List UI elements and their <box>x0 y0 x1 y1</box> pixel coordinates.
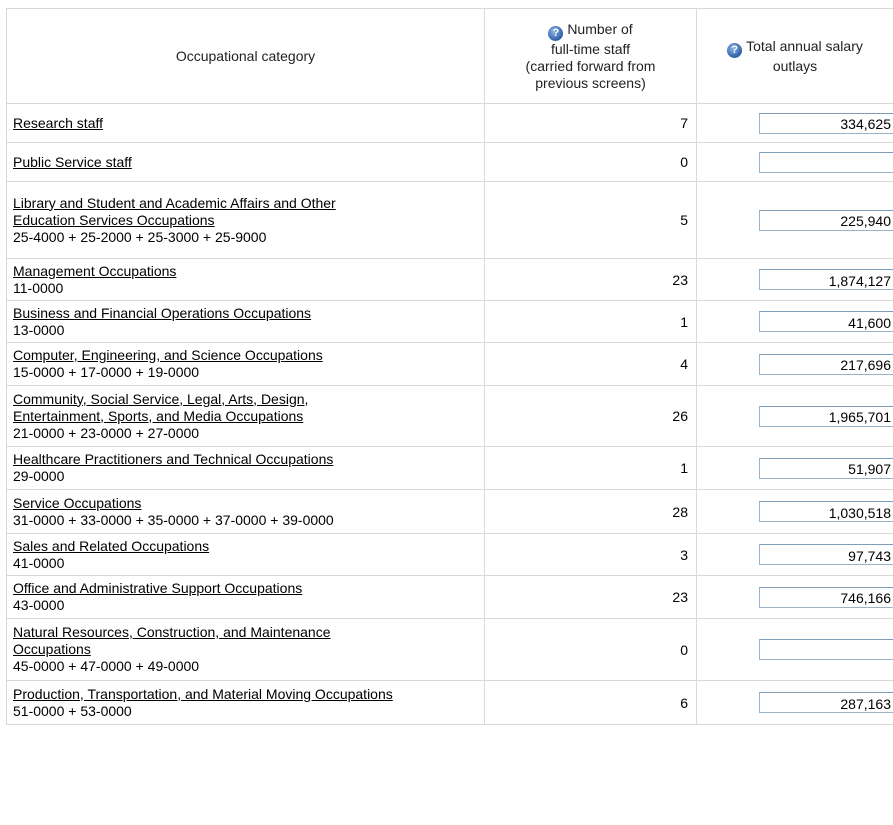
salary-input[interactable] <box>759 501 893 522</box>
staff-count: 1 <box>485 301 697 343</box>
occupation-code: 21-0000 + 23-0000 + 27-0000 <box>13 424 200 441</box>
occupation-cell <box>7 490 485 534</box>
occupation-code: 31-0000 + 33-0000 + 35-0000 + 37-0000 + 39-0000 <box>13 511 334 528</box>
staff-count: 23 <box>485 259 697 301</box>
occupation-code: 15-0000 + 17-0000 + 19-0000 <box>13 364 200 380</box>
table-row <box>7 576 893 619</box>
table-row <box>7 259 893 301</box>
occupation-cell <box>7 447 485 490</box>
salary-input[interactable] <box>759 152 893 173</box>
salary-cell <box>697 259 893 301</box>
occupation-cell <box>7 576 485 619</box>
salary-cell <box>697 143 893 182</box>
table-header-row <box>7 9 893 104</box>
occupation-cell <box>7 681 485 725</box>
occupation-code: 51-0000 + 53-0000 <box>13 702 132 719</box>
occupation-link[interactable]: Entertainment, Sports, and Media Occupations <box>13 407 304 424</box>
salary-input[interactable] <box>759 544 893 565</box>
occupation-cell <box>7 182 485 259</box>
table-row <box>7 301 893 343</box>
occupation-link[interactable]: Research staff <box>13 114 104 131</box>
salary-cell <box>697 534 893 576</box>
occupation-cell <box>7 386 485 447</box>
table-row <box>7 534 893 576</box>
header-staff-line: previous screens) <box>535 74 646 91</box>
staff-count: 5 <box>485 182 697 259</box>
salary-input[interactable] <box>759 210 893 231</box>
salary-input[interactable] <box>759 269 893 290</box>
header-staff-line: (carried forward from <box>525 57 656 74</box>
salary-cell <box>697 301 893 343</box>
salary-cell <box>697 182 893 259</box>
table-row <box>7 681 893 725</box>
salary-input[interactable] <box>759 458 893 479</box>
table-row <box>7 104 893 143</box>
occupation-link[interactable]: Education Services Occupations <box>13 211 215 228</box>
occupation-code: 45-0000 + 47-0000 + 49-0000 <box>13 658 200 674</box>
table-row <box>7 490 893 534</box>
occupation-cell <box>7 104 485 143</box>
occupation-link[interactable]: Business and Financial Operations Occupations <box>13 304 312 321</box>
table-row <box>7 343 893 386</box>
occupation-link[interactable]: Production, Transportation, and Material Moving Occupations <box>13 685 393 702</box>
occupation-cell <box>7 259 485 301</box>
header-category-label: Occupational category <box>175 47 316 64</box>
occupation-link[interactable]: Management Occupations <box>13 262 177 279</box>
salary-cell <box>697 619 893 681</box>
occupation-code: 25-4000 + 25-2000 + 25-3000 + 25-9000 <box>13 228 267 245</box>
staff-count: 0 <box>485 143 697 182</box>
staff-count: 1 <box>485 447 697 490</box>
salary-input[interactable] <box>759 113 893 134</box>
salary-outlays-table <box>6 8 893 725</box>
header-staff-line: Number of <box>567 20 633 37</box>
salary-input[interactable] <box>759 406 893 427</box>
table-row <box>7 143 893 182</box>
salary-input[interactable] <box>759 354 893 375</box>
occupation-link[interactable]: Service Occupations <box>13 494 142 511</box>
salary-input[interactable] <box>759 587 893 608</box>
occupation-code: 11-0000 <box>13 279 64 296</box>
occupation-cell <box>7 143 485 182</box>
table-row <box>7 182 893 259</box>
staff-count: 28 <box>485 490 697 534</box>
salary-cell <box>697 386 893 447</box>
occupation-link[interactable]: Natural Resources, Construction, and Maintenance <box>13 624 331 640</box>
occupation-cell <box>7 619 485 681</box>
salary-cell <box>697 104 893 143</box>
salary-cell <box>697 576 893 619</box>
staff-count: 7 <box>485 104 697 143</box>
staff-count: 4 <box>485 343 697 386</box>
salary-cell <box>697 343 893 386</box>
occupation-link[interactable]: Occupations <box>13 641 91 657</box>
staff-count: 23 <box>485 576 697 619</box>
salary-cell <box>697 490 893 534</box>
header-staff <box>485 9 697 104</box>
header-salary-line: Total annual salary <box>746 37 863 54</box>
staff-count: 3 <box>485 534 697 576</box>
occupation-link[interactable]: Library and Student and Academic Affairs and Other <box>13 194 336 211</box>
salary-input[interactable] <box>759 311 893 332</box>
header-category <box>7 9 485 104</box>
header-salary <box>697 9 893 104</box>
occupation-link[interactable]: Sales and Related Occupations <box>13 537 210 554</box>
occupation-code: 13-0000 <box>13 321 65 338</box>
header-staff-line: full-time staff <box>550 40 631 57</box>
occupation-cell <box>7 301 485 343</box>
occupation-link[interactable]: Computer, Engineering, and Science Occupations <box>13 347 323 363</box>
staff-count: 0 <box>485 619 697 681</box>
salary-input[interactable] <box>759 692 893 713</box>
staff-count: 26 <box>485 386 697 447</box>
occupation-link[interactable]: Community, Social Service, Legal, Arts, Design, <box>13 390 309 407</box>
header-salary-line: outlays <box>772 57 818 74</box>
salary-cell <box>697 447 893 490</box>
table-row <box>7 619 893 681</box>
occupation-link[interactable]: Public Service staff <box>13 153 132 170</box>
occupation-cell <box>7 343 485 386</box>
table-row <box>7 386 893 447</box>
table-row <box>7 447 893 490</box>
occupation-code: 43-0000 <box>13 597 65 613</box>
salary-input[interactable] <box>759 639 893 660</box>
salary-cell <box>697 681 893 725</box>
help-icon[interactable]: ? <box>727 43 742 58</box>
occupation-code: 29-0000 <box>13 468 65 484</box>
staff-count: 6 <box>485 681 697 725</box>
occupation-code: 41-0000 <box>13 554 65 571</box>
occupation-cell <box>7 534 485 576</box>
occupation-link[interactable]: Healthcare Practitioners and Technical Occupations <box>13 451 334 467</box>
occupation-link[interactable]: Office and Administrative Support Occupations <box>13 580 303 596</box>
help-icon[interactable]: ? <box>548 26 563 41</box>
